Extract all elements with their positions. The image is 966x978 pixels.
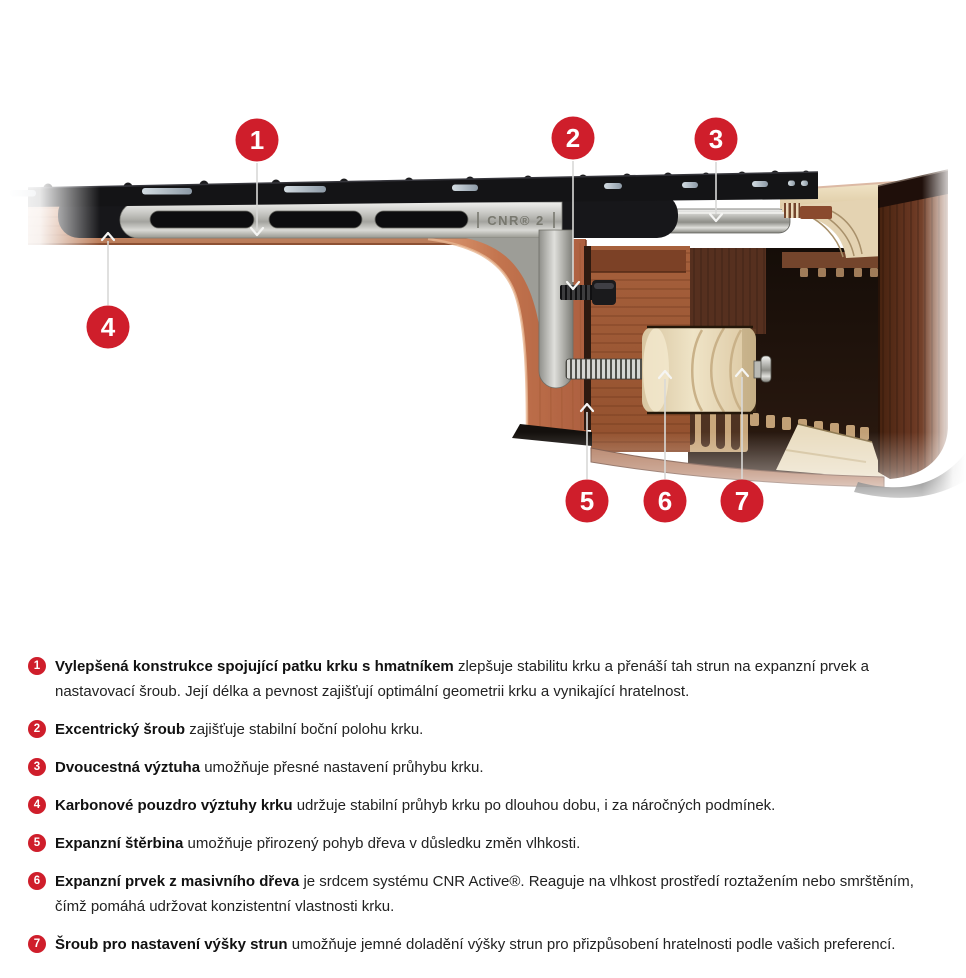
legend — [28, 654, 944, 970]
legend-item-5 — [28, 831, 944, 856]
adjustment-threaded-rod — [566, 359, 652, 379]
neck-block-walnut — [688, 248, 766, 334]
legend-bullet-7: 7 — [28, 935, 46, 953]
expansion-slot — [584, 246, 591, 430]
callout-7-number: 7 — [734, 486, 750, 516]
callout-marker-6 — [644, 480, 687, 523]
legend-text-6: Expanzní prvek z masivního dřeva je srdcem systému CNR Active®. Reaguje na vlhkost prostředí roztažením nebo smrštěním, čímž pomáhá udržovat konzistentní vlastnosti krku. — [55, 873, 914, 915]
legend-text-2: Excentrický šroub zajišťuje stabilní boční polohu krku. — [55, 721, 424, 738]
legend-text-4: Karbonové pouzdro výztuhy krku udržuje stabilní průhyb krku po dlouhou dobu, i za náročných podmínek. — [55, 797, 776, 814]
callout-marker-1 — [236, 119, 279, 162]
neck-joint-channel — [120, 202, 562, 238]
cnr-stamp-text: CNR® 2 — [487, 213, 545, 228]
fretboard — [10, 171, 818, 208]
legend-bullet-2: 2 — [28, 720, 46, 738]
legend-text-3: Dvoucestná výztuha umožňuje přesné nastavení průhybu krku. — [55, 759, 484, 776]
legend-bullet-3: 3 — [28, 758, 46, 776]
callout-5-number: 5 — [579, 486, 595, 516]
callout-marker-2 — [552, 117, 595, 160]
legend-item-2 — [28, 717, 944, 742]
callout-4-number: 4 — [100, 312, 116, 342]
channel-slots — [150, 211, 468, 228]
legend-item-3 — [28, 755, 944, 780]
callout-2-number: 2 — [565, 123, 581, 153]
callout-marker-3 — [695, 118, 738, 161]
callout-3-number: 3 — [708, 124, 724, 154]
legend-item-1 — [28, 654, 944, 704]
legend-item-4 — [28, 793, 944, 818]
callout-marker-7 — [721, 480, 764, 523]
legend-text-5: Expanzní štěrbina umožňuje přirozený pohyb dřeva v důsledku změn vlhkosti. — [55, 835, 581, 852]
expansion-element-cylinder — [642, 326, 756, 414]
legend-text-1: Vylepšená konstrukce spojující patku krku s hmatníkem zlepšuje stabilitu krku a přenáší tah strun na expanzní prvek a nastavovací šroub. Její délka a pevnost zajišťují optimální geometrii krku a vynikající hratelnost. — [55, 658, 870, 700]
callout-marker-5 — [566, 480, 609, 523]
legend-item-6 — [28, 869, 944, 919]
legend-bullet-5: 5 — [28, 834, 46, 852]
legend-bullet-4: 4 — [28, 796, 46, 814]
legend-item-7 — [28, 932, 944, 957]
legend-bullet-1: 1 — [28, 657, 46, 675]
callout-6-number: 6 — [657, 486, 673, 516]
bottom-fade — [0, 432, 966, 544]
legend-bullet-6: 6 — [28, 872, 46, 890]
legend-text-7: Šroub pro nastavení výšky strun umožňuje jemné doladění výšky strun pro přizpůsobení hratelnosti podle vašich preferencí. — [55, 936, 896, 953]
callout-marker-4 — [87, 306, 130, 349]
callout-1-number: 1 — [249, 125, 265, 155]
